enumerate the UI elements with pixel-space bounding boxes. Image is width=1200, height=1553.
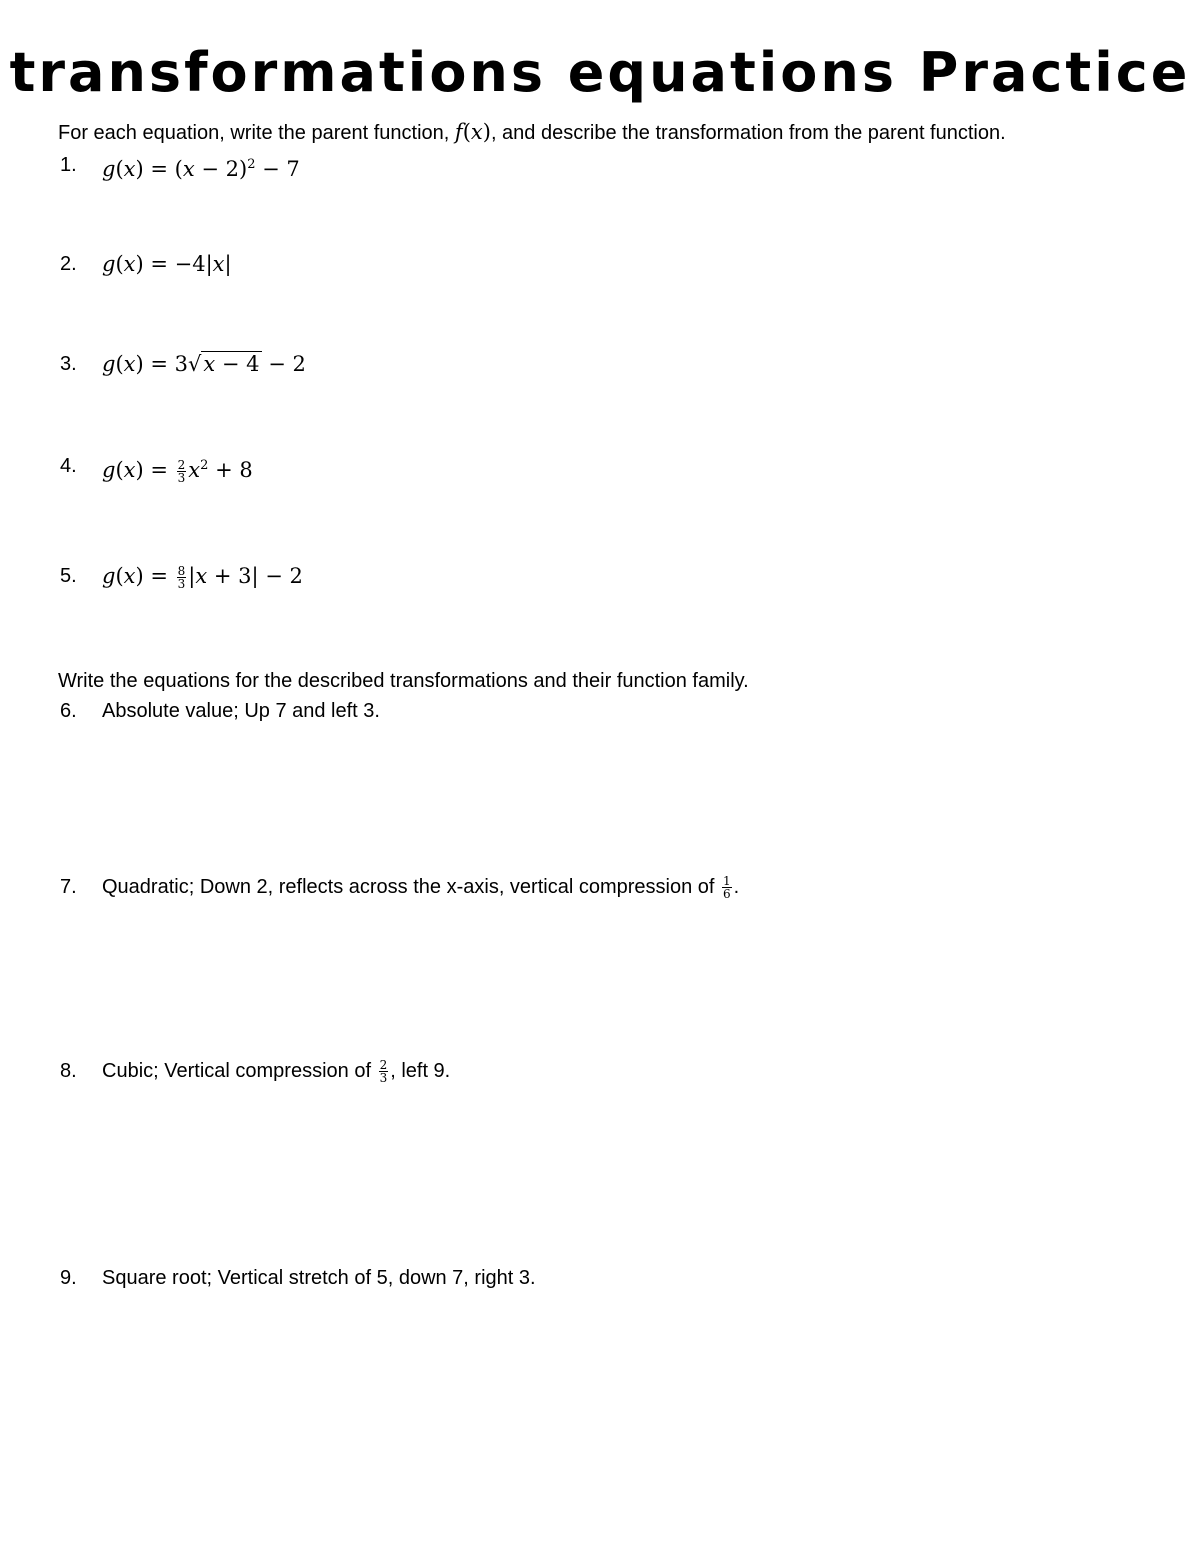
equation-4: g(x) = $\frac{2}{3}$ $x^2 + 8$ [102, 458, 253, 485]
problem-number: 8. [60, 1060, 77, 1082]
problem-9-text: Square root; Vertical stretch of 5, down 7, right 3. [102, 1267, 536, 1289]
page-title: transformations equations Practice [9, 41, 1191, 104]
problem-number: 6. [60, 700, 77, 722]
problem-number: 9. [60, 1267, 77, 1289]
equation-1: $g(x) = (x - 2)^2 - 7$ [102, 157, 300, 181]
problem-6-text: Absolute value; Up 7 and left 3. [102, 700, 380, 722]
instructions-transformations: Write the equations for the described transformations and their function family. [58, 670, 749, 692]
equation-5: g(x) = $\frac{8}{3}$ |x + 3| − 2 [102, 564, 303, 591]
problem-number: 2. [60, 253, 77, 275]
problem-number: 7. [60, 876, 77, 898]
problem-8-text: Cubic; Vertical compression of $\frac{2}{3}$ , left 9. [102, 1058, 451, 1086]
equation-3: g(x) = 3√x − 4 − 2 [102, 352, 306, 376]
instructions-equations: For each equation, write the parent function, f(x), and describe the transformation from the parent function. [58, 120, 1006, 144]
equation-2: g(x) = −4|x| [102, 252, 232, 276]
problem-number: 5. [60, 565, 77, 587]
problem-number: 1. [60, 154, 77, 176]
problem-7-text: Quadratic; Down 2, reflects across the x-axis, vertical compression of $\frac{1}{6}$ . [102, 874, 740, 902]
problem-number: 4. [60, 455, 77, 477]
problem-number: 3. [60, 353, 77, 375]
